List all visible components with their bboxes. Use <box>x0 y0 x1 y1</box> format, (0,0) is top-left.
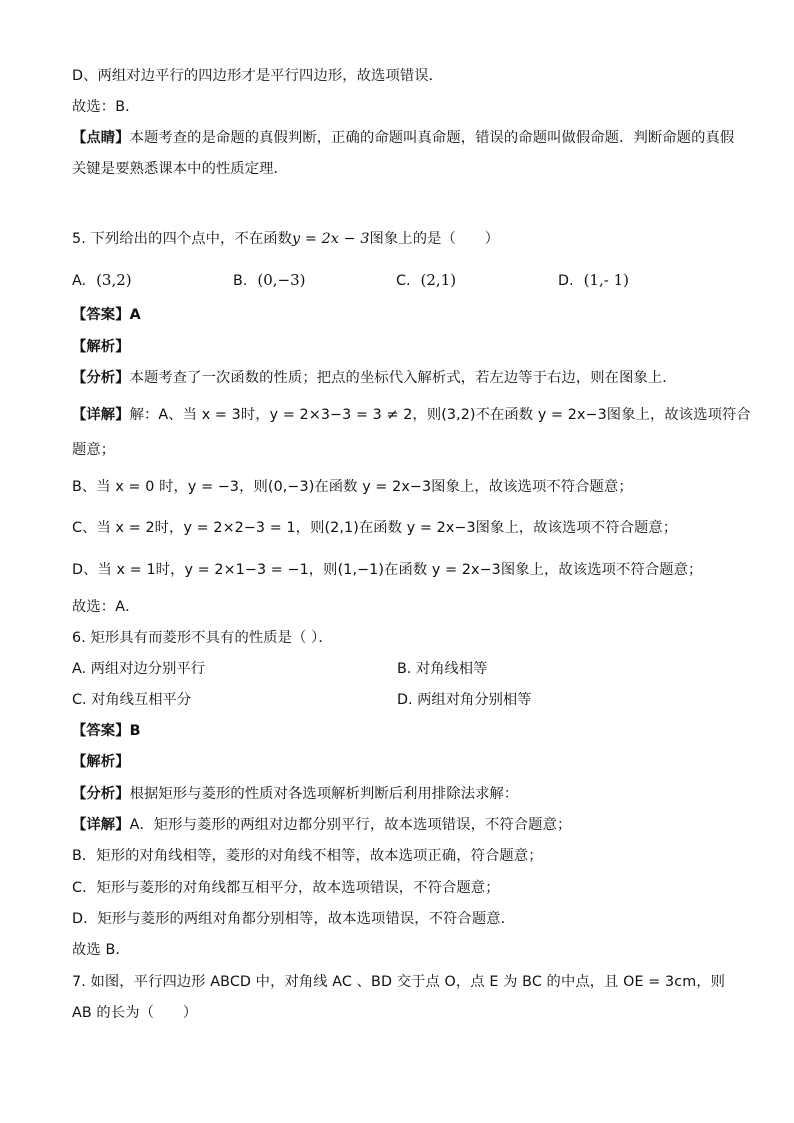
q5-stem-prefix: 5. 下列给出的四个点中，不在函数 <box>72 231 293 247</box>
q6-answer: 【答案】B <box>72 723 141 739</box>
q5-answer: 【答案】A <box>72 307 141 323</box>
q4-choice: 故选：B． <box>72 99 140 115</box>
q6-fenxi: 【分析】根据矩形与菱形的性质对各选项解析判断后利用排除法求解： <box>72 786 519 802</box>
q6-detail-b: B．矩形的对角线相等，菱形的对角线不相等，故本选项正确，符合题意； <box>72 848 543 864</box>
q5-option-c: C. (2,1) <box>396 271 457 289</box>
q6-stem: 6. 矩形具有而菱形不具有的性质是（ ）． <box>72 630 333 646</box>
q5-detail-c: C、当 x = 2时，y = 2×2−3 = 1，则(2,1)在函数 y = 2x−3图象上，故该选项不符合题意； <box>72 520 678 536</box>
q6-option-a: A. 两组对边分别平行 <box>72 661 205 677</box>
q6-detail-d: D．矩形与菱形的两组对角都分别相等，故本选项错误，不符合题意． <box>72 911 516 927</box>
q5-option-b: B. (0,−3) <box>233 271 306 289</box>
q6-choice: 故选 B． <box>72 942 130 958</box>
q5-detail-a-line1: 【详解】解：A、当 x = 3时，y = 2×3−3 = 3 ≠ 2，则(3,2)不在函数 y = 2x−3图象上，故该选项符合 <box>72 407 751 423</box>
q5-choice: 故选：A． <box>72 599 140 615</box>
q6-detail-c: C．矩形与菱形的对角线都互相平分，故本选项错误，不符合题意； <box>72 880 500 896</box>
q5-stem-formula: y = 2x − 3 <box>292 231 370 247</box>
q5-analysis-title: 【解析】 <box>72 339 130 355</box>
q6-analysis-title: 【解析】 <box>72 754 130 770</box>
q4-option-d-explanation: D、两组对边平行的四边形才是平行四边形，故选项错误． <box>72 68 444 84</box>
comment-tag: 【点睛】 <box>72 130 130 146</box>
q7-stem-line2: AB 的长为（ ） <box>72 1005 198 1021</box>
q6-option-c: C. 对角线互相平分 <box>72 692 192 708</box>
comment-text: 本题考查的是命题的真假判断，正确的命题叫真命题，错误的命题叫做假命题．判断命题的真假 <box>129 130 735 146</box>
q6-option-b: B. 对角线相等 <box>397 661 488 677</box>
q6-option-d: D. 两组对角分别相等 <box>397 692 532 708</box>
q5-stem <box>72 229 499 249</box>
q5-detail-a-line2: 题意； <box>72 442 116 458</box>
q5-option-a: A. (3,2) <box>72 271 132 289</box>
q4-comment-line1 <box>72 128 734 148</box>
q6-detail-a: 【详解】A．矩形与菱形的两组对边都分别平行，故本选项错误，不符合题意； <box>72 817 572 833</box>
q5-fenxi: 【分析】本题考查了一次函数的性质；把点的坐标代入解析式，若左边等于右边，则在图象上． <box>72 370 677 386</box>
q7-stem-line1: 7. 如图，平行四边形 ABCD 中，对角线 AC 、BD 交于点 O，点 E 为 BC 的中点，且 OE = 3cm，则 <box>72 974 726 990</box>
q5-detail-b: B、当 x = 0 时，y = −3，则(0,−3)在函数 y = 2x−3图象上，故该选项不符合题意； <box>72 479 633 495</box>
q4-comment-line2: 关键是要熟悉课本中的性质定理． <box>72 161 288 177</box>
q5-option-d: D. (1,- 1) <box>558 271 629 289</box>
q5-detail-d: D、当 x = 1时，y = 2×1−3 = −1，则(1,−1)在函数 y = 2x−3图象上，故该选项不符合题意； <box>72 562 703 578</box>
q5-stem-suffix: 图象上的是（ ） <box>369 231 500 247</box>
